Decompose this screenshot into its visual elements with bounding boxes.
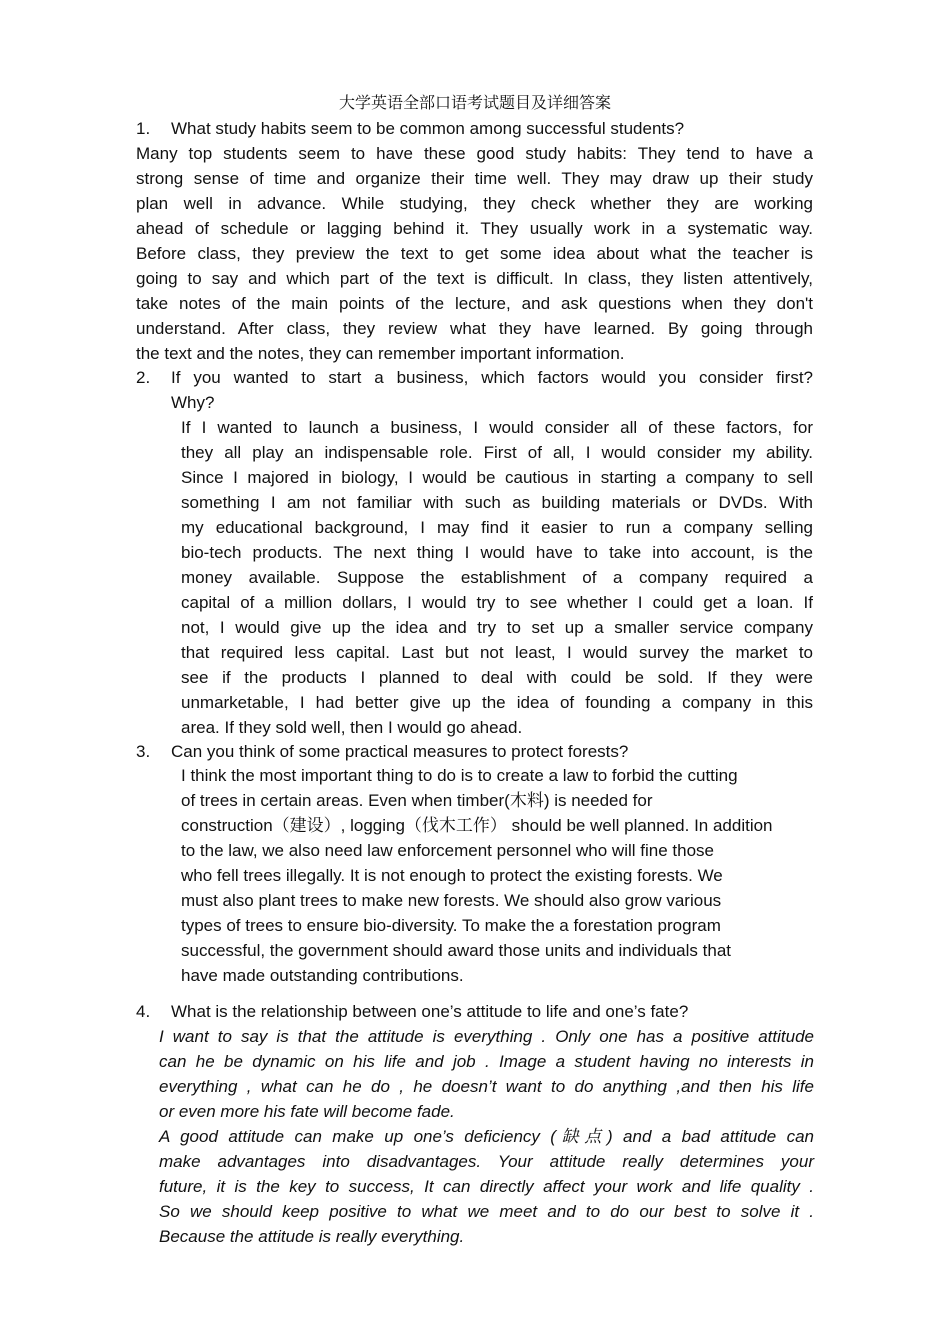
question-4 xyxy=(136,999,816,1024)
answer-line: that required less capital. Last but not least, I would survey the market to xyxy=(181,643,813,662)
question-3 xyxy=(136,739,816,764)
answer-2 xyxy=(181,415,813,740)
answer-line: have made outstanding contributions. xyxy=(181,966,464,985)
answer-line: make advantages into disadvantages. Your attitude really determines your xyxy=(159,1152,814,1171)
question-text: What is the relationship between one’s attitude to life and one’s fate? xyxy=(171,1002,689,1021)
answer-line: not, I would give up the idea and try to set up a smaller service company xyxy=(181,618,813,637)
answer-1 xyxy=(136,141,813,366)
answer-line: If I wanted to launch a business, I would consider all of these factors, for xyxy=(181,418,813,437)
answer-line: A good attitude can make up one’s deficiency (缺点) and a bad attitude can xyxy=(159,1127,814,1146)
answer-line: understand. After class, they review what they have learned. By going through xyxy=(136,319,813,338)
answer-line: Because the attitude is really everything. xyxy=(159,1227,465,1246)
question-text-wrap xyxy=(171,365,813,415)
question-1 xyxy=(136,116,816,141)
answer-line: money available. Suppose the establishment of a company required a xyxy=(181,568,813,587)
answer-3 xyxy=(181,763,821,988)
answer-line: something I am not familiar with such as building materials or DVDs. With xyxy=(181,493,813,512)
answer-line: construction（建设）, logging（伐木工作） should be well planned. In addition xyxy=(181,816,773,835)
answer-line: take notes of the main points of the lecture, and ask questions when they don't xyxy=(136,294,813,313)
answer-line: or even more his fate will become fade. xyxy=(159,1102,455,1121)
answer-line: successful, the government should award those units and individuals that xyxy=(181,941,731,960)
answer-line: types of trees to ensure bio-diversity. To make the a forestation program xyxy=(181,916,721,935)
answer-line: my educational background, I may find it easier to run a company selling xyxy=(181,518,813,537)
answer-line: I think the most important thing to do is to create a law to forbid the cutting xyxy=(181,766,738,785)
question-text: Why? xyxy=(171,393,215,412)
answer-line: ahead of schedule or lagging behind it. They usually work in a systematic way. xyxy=(136,219,813,238)
question-text: What study habits seem to be common among successful students? xyxy=(171,119,685,138)
question-text: Can you think of some practical measures to protect forests? xyxy=(171,742,629,761)
answer-line: everything , what can he do , he doesn’t want to do anything ,and then his life xyxy=(159,1077,814,1096)
answer-line: the text and the notes, they can remember important information. xyxy=(136,344,625,363)
answer-line: plan well in advance. While studying, they check whether they are working xyxy=(136,194,813,213)
answer-line: I want to say is that the attitude is everything . Only one has a positive attitude xyxy=(159,1027,814,1046)
question-number: 2. xyxy=(136,368,151,387)
answer-line: who fell trees illegally. It is not enough to protect the existing forests. We xyxy=(181,866,723,885)
question-number: 4. xyxy=(136,1002,151,1021)
answer-4 xyxy=(159,1024,814,1249)
answer-line: see if the products I planned to deal with could be sold. If they were xyxy=(181,668,813,687)
question-2 xyxy=(136,365,816,415)
answer-line: Many top students seem to have these good study habits: They tend to have a xyxy=(136,144,813,163)
answer-line: strong sense of time and organize their time well. They may draw up their study xyxy=(136,169,813,188)
question-number: 1. xyxy=(136,119,151,138)
answer-line: area. If they sold well, then I would go ahead. xyxy=(181,718,523,737)
answer-line: bio-tech products. The next thing I would have to take into account, is the xyxy=(181,543,813,562)
answer-line: unmarketable, I had better give up the idea of founding a company in this xyxy=(181,693,813,712)
answer-line: Before class, they preview the text to get some idea about what the teacher is xyxy=(136,244,813,263)
answer-line: going to say and which part of the text is difficult. In class, they listen attentively, xyxy=(136,269,813,288)
question-text: If you wanted to start a business, which factors would you consider first? xyxy=(171,368,813,387)
answer-line: future, it is the key to success, It can directly affect your work and life quality . xyxy=(159,1177,814,1196)
answer-line: So we should keep positive to what we meet and to do our best to solve it . xyxy=(159,1202,814,1221)
question-number: 3. xyxy=(136,742,151,761)
answer-line: they all play an indispensable role. First of all, I would consider my ability. xyxy=(181,443,813,462)
document-title: 大学英语全部口语考试题目及详细答案 xyxy=(338,93,611,112)
answer-line: capital of a million dollars, I would try to see whether I could get a loan. If xyxy=(181,593,813,612)
answer-line: of trees in certain areas. Even when timber(木料) is needed for xyxy=(181,791,653,810)
answer-line: to the law, we also need law enforcement personnel who will fine those xyxy=(181,841,714,860)
answer-line: Since I majored in biology, I would be cautious in starting a company to sell xyxy=(181,468,813,487)
answer-line: can he be dynamic on his life and job . Image a student having no interests in xyxy=(159,1052,814,1071)
answer-line: must also plant trees to make new forests. We should also grow various xyxy=(181,891,722,910)
